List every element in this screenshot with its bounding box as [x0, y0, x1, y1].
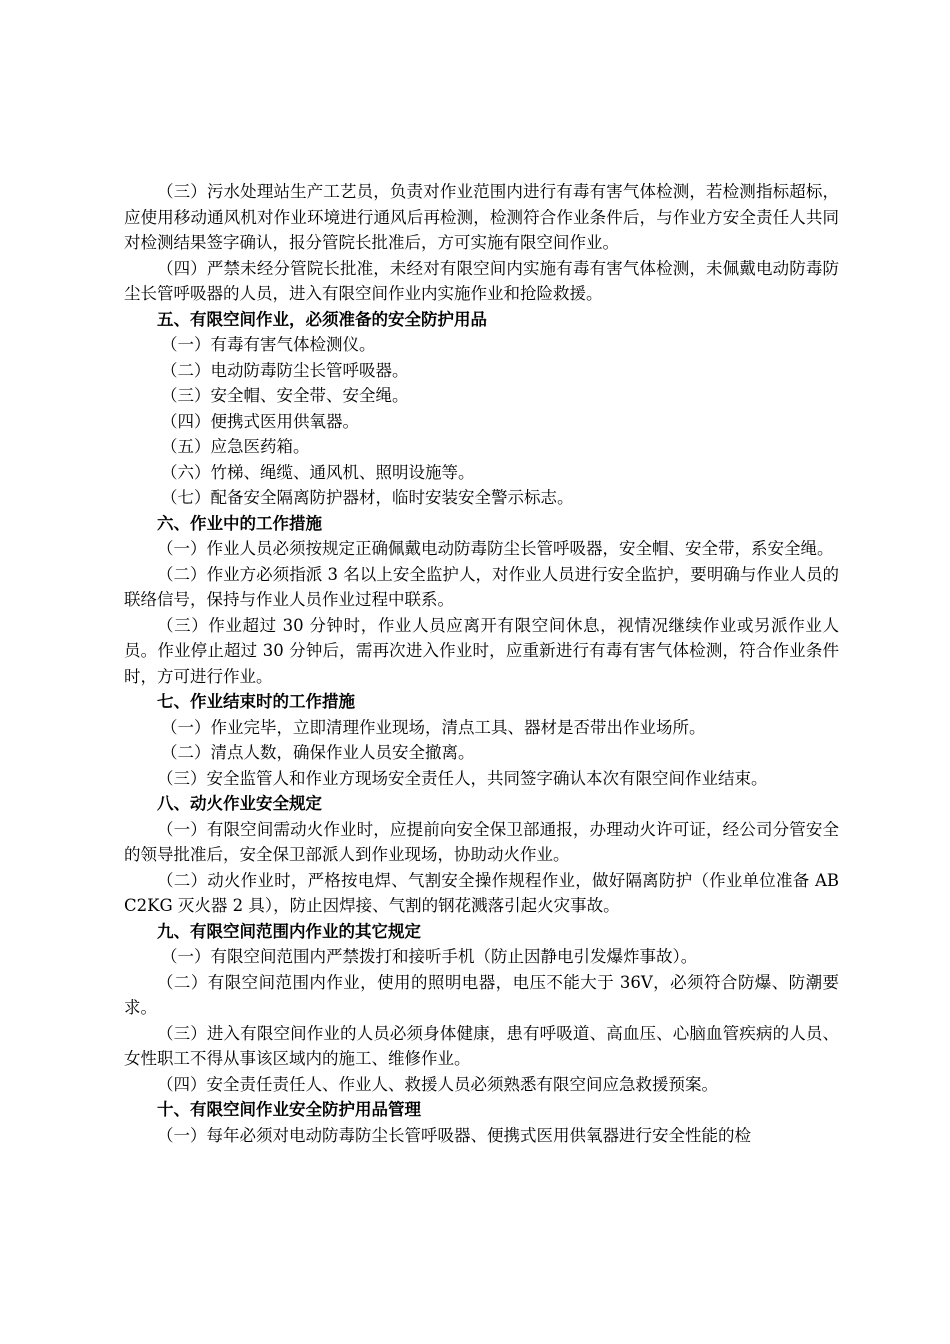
- section-heading: 五、有限空间作业，必须准备的安全防护用品: [157, 309, 487, 329]
- paragraph: （四）严禁未经分管院长批准，未经对有限空间内实施有毒有害气体检测，未佩戴电动防毒防尘长管呼吸器的人员，进入有限空间作业内实施作业和抢险救援。: [124, 258, 839, 303]
- paragraph: （二）有限空间范围内作业，使用的照明电器，电压不能大于 36V，必须符合防爆、防潮要求。: [124, 972, 839, 1017]
- list-item: （一）有毒有害气体检测仪。: [161, 335, 376, 354]
- list-item: （二）清点人数，确保作业人员安全撤离。: [161, 743, 475, 762]
- paragraph: （四）安全责任责任人、作业人、救援人员必须熟悉有限空间应急救援预案。: [157, 1074, 718, 1094]
- document-body: [124, 179, 839, 1148]
- list-item: （七）配备安全隔离防护器材，临时安装安全警示标志。: [161, 488, 574, 507]
- section-heading: 七、作业结束时的工作措施: [157, 692, 355, 711]
- paragraph: （二）动火作业时，严格按电焊、气割安全操作规程作业，做好隔离防护（作业单位准备 ABC2KG 灭火器 2 具），防止因焊接、气割的钢花溅落引起火灾事故。: [124, 870, 839, 915]
- section-heading: 九、有限空间范围内作业的其它规定: [157, 921, 421, 941]
- paragraph: （三）进入有限空间作业的人员必须身体健康，患有呼吸道、高血压、心脑血管疾病的人员、女性职工不得从事该区域内的施工、维修作业。: [124, 1023, 839, 1068]
- paragraph: （一）作业人员必须按规定正确佩戴电动防毒防尘长管呼吸器，安全帽、安全带，系安全绳。: [157, 539, 834, 558]
- paragraph: （一）每年必须对电动防毒防尘长管呼吸器、便携式医用供氧器进行安全性能的检: [157, 1125, 751, 1145]
- list-item: （二）电动防毒防尘长管呼吸器。: [161, 360, 409, 380]
- list-item: （一）有限空间范围内严禁拨打和接听手机（防止因静电引发爆炸事故）。: [161, 947, 698, 966]
- list-item: （六）竹梯、绳缆、通风机、照明设施等。: [161, 462, 475, 482]
- list-item: （一）作业完毕，立即清理作业现场，清点工具、器材是否带出作业场所。: [161, 717, 706, 737]
- paragraph: （三）作业超过 30 分钟时，作业人员应离开有限空间休息，视情况继续作业或另派作业人员。作业停止超过 30 分钟后，需再次进入作业时，应重新进行有毒有害气体检测，符合作业条件时，方可进行作业。: [124, 615, 839, 686]
- section-heading: 八、动火作业安全规定: [157, 794, 322, 813]
- paragraph: （二）作业方必须指派 3 名以上安全监护人，对作业人员进行安全监护，要明确与作业人员的联络信号，保持与作业人员作业过程中联系。: [124, 564, 839, 609]
- list-item: （三）安全帽、安全带、安全绳。: [161, 386, 409, 405]
- list-item: （五）应急医药箱。: [161, 437, 310, 456]
- section-heading: 六、作业中的工作措施: [157, 513, 322, 533]
- paragraph: （三）污水处理站生产工艺员，负责对作业范围内进行有毒有害气体检测，若检测指标超标，应使用移动通风机对作业环境进行通风后再检测，检测符合作业条件后，与作业方安全责任人共同对检测结果签字确认，报分管院长批准后，方可实施有限空间作业。: [124, 182, 839, 252]
- section-heading: 十、有限空间作业安全防护用品管理: [157, 1100, 421, 1119]
- paragraph: （一）有限空间需动火作业时，应提前向安全保卫部通报，办理动火许可证，经公司分管安全的领导批准后，安全保卫部派人到作业现场，协助动火作业。: [124, 819, 839, 864]
- list-item: （四）便携式医用供氧器。: [161, 411, 359, 431]
- paragraph: （三）安全监管人和作业方现场安全责任人，共同签字确认本次有限空间作业结束。: [157, 768, 768, 788]
